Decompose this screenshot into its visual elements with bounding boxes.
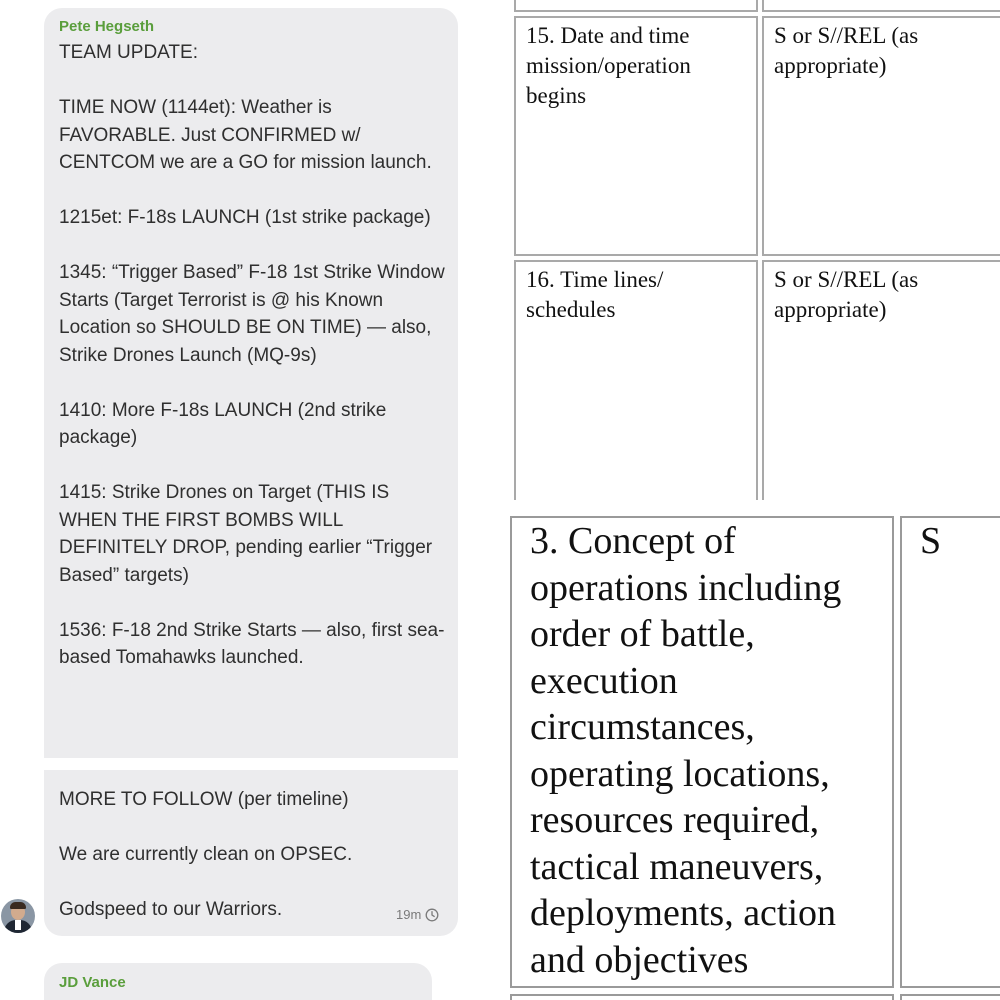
message-line: TIME NOW (1144et): Weather is FAVORABLE. Just CONFIRMED w/ CENTCOM we are a GO for mission launch. (59, 97, 432, 173)
message-line: 1410: More F-18s LAUNCH (2nd strike package) (59, 399, 392, 448)
document-panel (500, 0, 1000, 1000)
message-line: We are currently clean on OPSEC. (59, 844, 353, 865)
table-cell (514, 0, 758, 12)
image-seam (500, 500, 1000, 512)
clock-icon (425, 908, 439, 922)
table-cell-classification (762, 16, 1000, 256)
cell-text: S or S//REL (as appropriate) (774, 23, 919, 78)
cell-text: 16. Time lines/ schedules (526, 267, 664, 322)
message-sender: Pete Hegseth (59, 18, 155, 35)
table-cell (900, 994, 1000, 1000)
message-line: 1415: Strike Drones on Target (THIS IS WHEN THE FIRST BOMBS WILL DEFINITELY DROP, pending earlier “Trigger Based” targets) (59, 482, 438, 586)
table-cell (510, 994, 894, 1000)
cell-text: 15. Date and time mission/operation begins (526, 23, 691, 108)
cell-text: 3. Concept of operations including order of battle, execution circumstances, operating locations, resources required, tactical maneuvers, deployments, action and objectives (530, 520, 842, 981)
table-cell-item (514, 260, 758, 508)
cell-text: S or S//REL (as appropriate) (774, 267, 919, 322)
message-line: TEAM UPDATE: (59, 42, 198, 63)
avatar-shirt (15, 920, 21, 930)
message-line: MORE TO FOLLOW (per timeline) (59, 789, 349, 810)
cell-text: S (920, 520, 942, 562)
message-line: 1536: F-18 2nd Strike Starts — also, first sea-based Tomahawks launched. (59, 619, 445, 668)
avatar-hair (10, 902, 26, 909)
table-cell-classification (900, 516, 1000, 988)
message-body-continuation (59, 786, 449, 924)
message-timestamp (396, 907, 439, 922)
message-line: Godspeed to our Warriors. (59, 899, 283, 920)
table-cell (762, 0, 1000, 12)
table-cell-item (514, 16, 758, 256)
table-cell-classification (762, 260, 1000, 508)
message-line: 1215et: F-18s LAUNCH (1st strike package) (59, 207, 431, 228)
timestamp-text: 19m (396, 907, 422, 922)
avatar[interactable] (1, 899, 35, 933)
message-body (59, 39, 449, 672)
message-line: 1345: “Trigger Based” F-18 1st Strike Window Starts (Target Terrorist is @ his Known Location so SHOULD BE ON TIME) — also, Strike Drones Launch (MQ-9s) (59, 262, 451, 366)
message-sender: JD Vance (59, 974, 126, 991)
table-cell-item (510, 516, 894, 988)
